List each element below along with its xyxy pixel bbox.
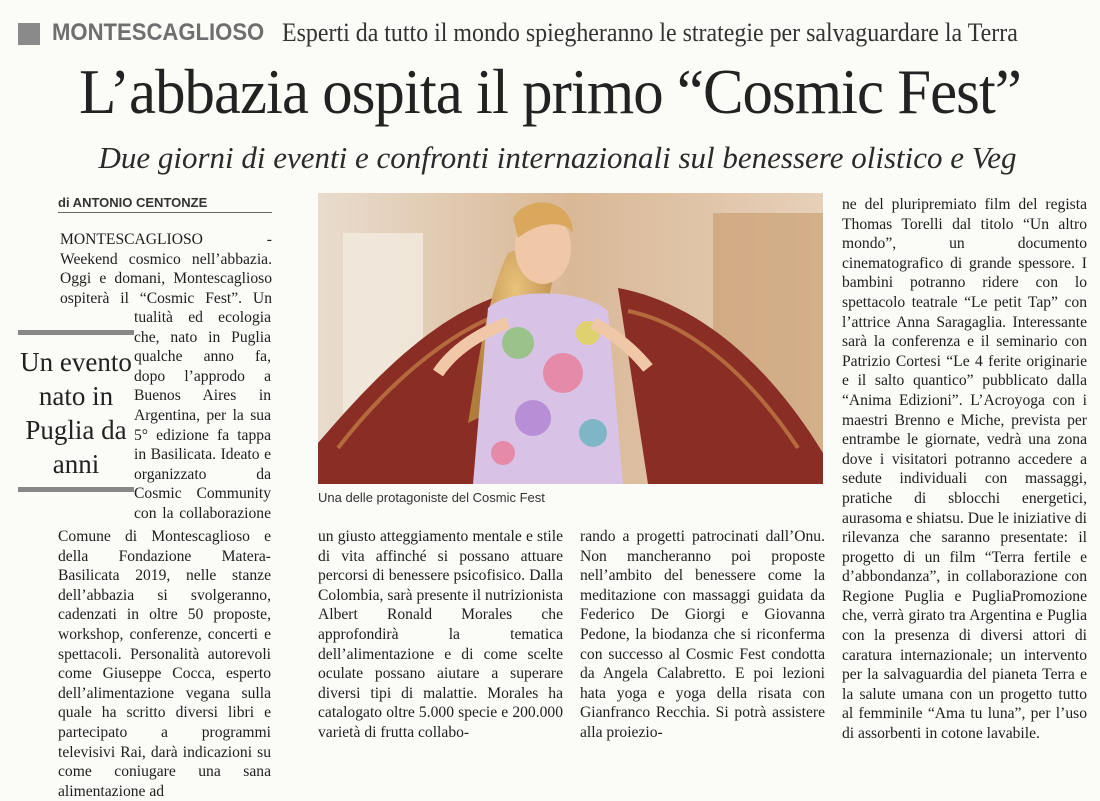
woman-photo-illustration: [318, 193, 823, 484]
article-col3-text: rando a progetti patrocinati dall’Onu. Non mancheranno poi proposte nell’ambito del benessere come la meditazione con massaggi guidata da Federico De Giorgi e Giovanna Pedone, la biodanza che si riconferma con successo al Cosmic Fest condotta da Angela Calabretto. E poi lezioni hata yoga e yoga della risata con Gianfranco Recchia. Si potrà assistere alla proiezio-: [580, 528, 825, 741]
kicker-text: Esperti da tutto il mondo spiegheranno le strategie per salvaguardare la Terra: [282, 18, 1018, 47]
article-col1-top: [60, 230, 272, 308]
kicker-label: MONTESCAGLIOSO: [52, 19, 265, 46]
subheadline: Due giorni di eventi e confronti internazionali sul benessere olistico e Veg: [98, 140, 1017, 175]
article-col1-top-text: MONTESCAGLIOSO - Weekend cosmico nell’abbazia. Oggi e domani, Montescaglioso ospiterà il “Cosmic Fest”. Un: [60, 231, 272, 307]
kicker-row: [18, 18, 1088, 48]
article-col1-bottom: [58, 527, 271, 801]
article-col1-wrap-text: tualità ed ecologia che, nato in Puglia qualche anno fa, dopo l’approdo a Buenos Aires in Argentina, per la sua 5° edizione fa tappa in Basilicata. Ideato e organizzato da Cosmic Community con la collaborazione: [134, 309, 271, 522]
article-col1-bottom-text: Comune di Montescaglioso e della Fondazione Matera-Basilicata 2019, nelle stanze dell’abbazia si svolgeranno, cadenzati in oltre 50 proposte, workshop, conferenze, concerti e spettacoli. Personalità autorevoli come Giuseppe Cocca, esperto dell’alimentazione vegana sulla quale ha scritto diversi libri e partecipato a programmi televisivi Rai, darà indicazioni su come coniugare una sana alimentazione ad: [58, 528, 271, 800]
article-col2-text: un giusto atteggiamento mentale e stile di vita affinché si possano attuare percorsi di benessere psicofisico. Dalla Colombia, sarà presente il nutrizionista Albert Ronald Morales che approfondirà la tematica dell’alimentazione e di come scelte oculate possano aiutare a superare diversi tipi di malattie. Morales ha catalogato oltre 5.000 specie e 200.000 varietà di frutta collabo-: [318, 528, 563, 741]
article-col3: [580, 527, 825, 743]
article-col1-wrap: [134, 308, 271, 524]
byline: di ANTONIO CENTONZE: [58, 195, 272, 213]
article-col2: [318, 527, 563, 743]
kicker-square-icon: [18, 23, 40, 45]
headline: L’abbazia ospita il primo “Cosmic Fest”: [79, 56, 1021, 127]
article-col4-text: ne del pluripremiato film del regista Thomas Torelli dal titolo “Un altro mondo”, un documento cinematografico di grande spessore. I bambini potranno ridere con lo spettacolo teatrale “Le petit Tap” con l’attrice Anna Saragaglia. Interessante sarà la conferenza e il seminario con Patrizio Cortesi “Le 4 ferite originarie e il salto quantico” pubblicato dalla “Anima Edizioni”. L’Acroyoga con i maestri Brenno e Miche, prevista per entrambe le giornate, vedrà una zona dove i visitatori potranno accedere a sedute individuali con massaggi, pratiche di sblocchi energetici, aurasoma e shiatsu. Due le iniziative di rilevanza che saranno presentate: il progetto di un film “Terra fertile e d’abbondanza”, in collaborazione con Regione Puglia e PugliaPromozione che, verrà girato tra Argentina e Puglia con la presenza di diversi attori di caratura internazionale; un intervento per la salvaguardia del pianeta Terra e la salute umana con un progetto tutto al femminile “Ama tu luna”, per l’uso di assorbenti in cotone lavabile.: [842, 196, 1087, 743]
article-col4: [842, 195, 1087, 744]
photo-caption: Una delle protagoniste del Cosmic Fest: [318, 490, 545, 505]
pullquote: Un evento nato in Puglia da anni: [18, 330, 134, 492]
article-photo: [318, 193, 823, 484]
